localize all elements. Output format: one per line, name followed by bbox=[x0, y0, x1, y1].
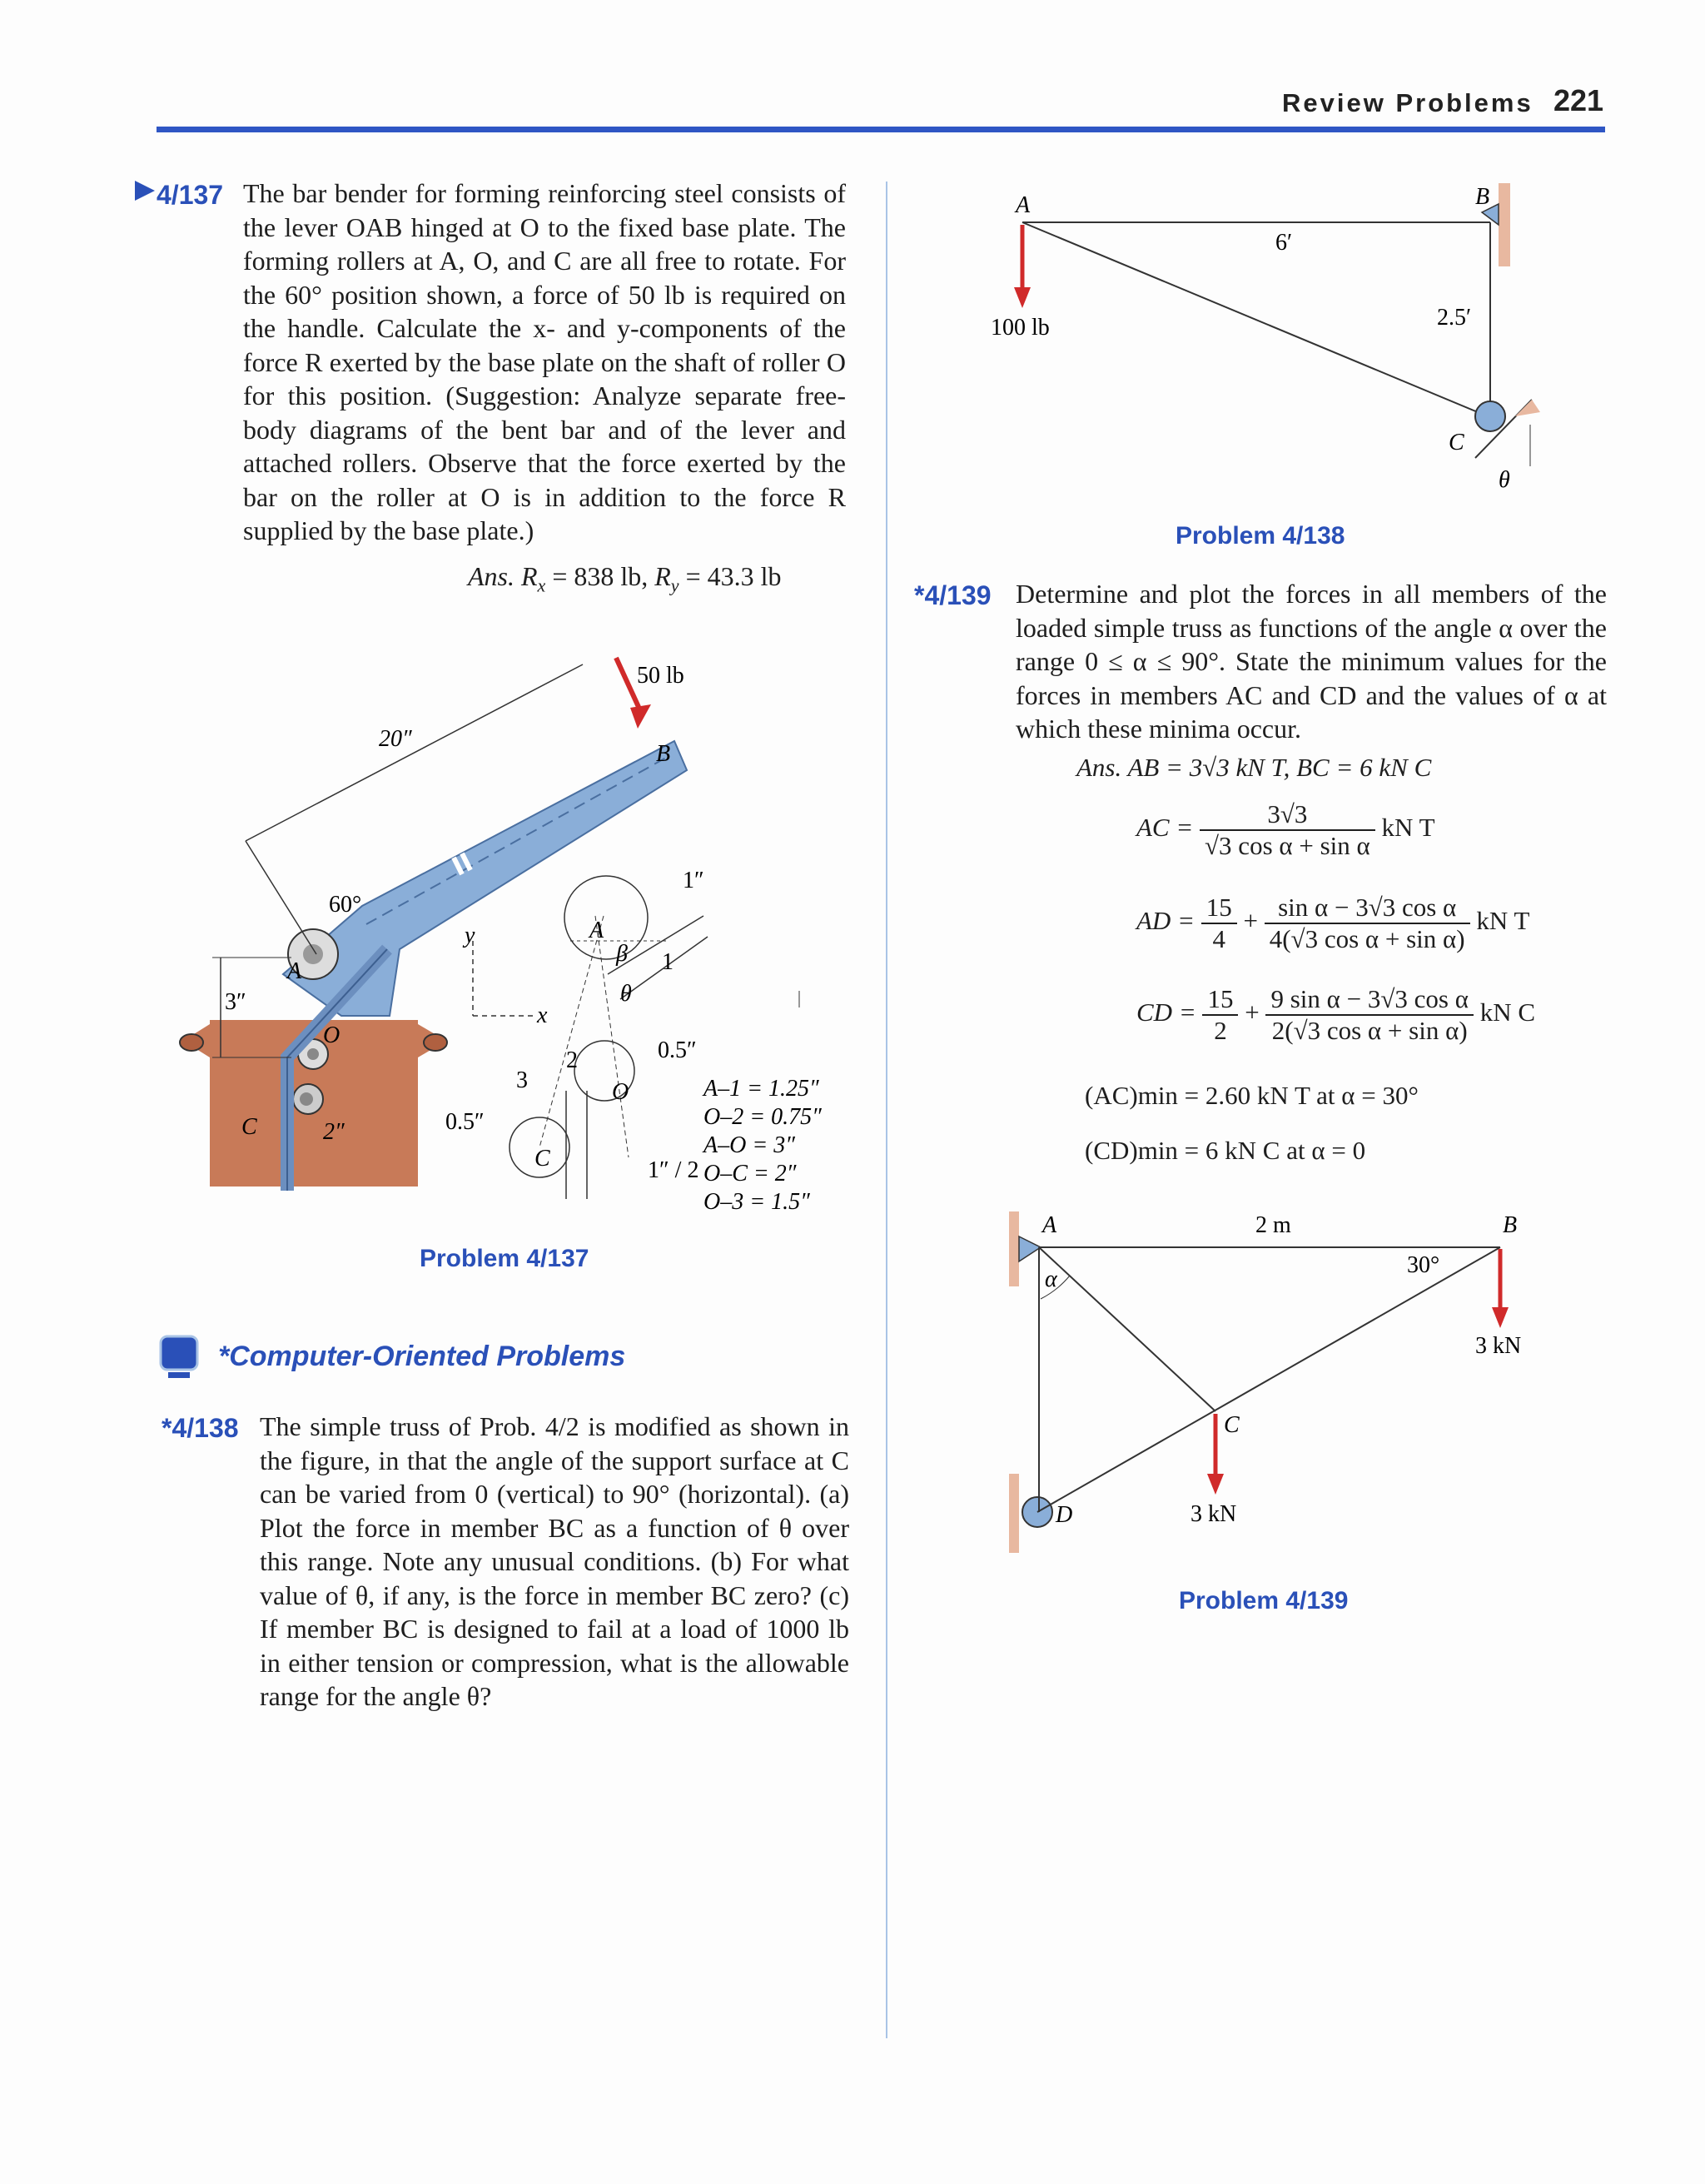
svg-text:α: α bbox=[1045, 1266, 1057, 1292]
page-number: 221 bbox=[1553, 83, 1604, 117]
svg-text:A: A bbox=[1042, 1212, 1057, 1238]
svg-text:O: O bbox=[612, 1079, 629, 1105]
truss-138-figure bbox=[966, 175, 1548, 508]
label-100lb: 100 lb bbox=[991, 315, 1050, 341]
label-angle: 60° bbox=[329, 892, 362, 918]
lever bbox=[283, 741, 687, 1016]
problem-138-text: The simple truss of Prob. 4/2 is modified as shown in the figure, in that the angle of the support surface at C can be varied from 0 (vertical) to 90° (horizontal). (a) Plot the force in member BC as a function of θ over this range. Note any unusual conditions. (b) For what value of θ, if any, is the force in member BC zero? (c) If member BC is designed to fail at a load of 1000 lb in either tension or compression, what is the allowable range for the angle θ? bbox=[260, 1411, 849, 1711]
label-load-b: 3 kN bbox=[1475, 1333, 1522, 1359]
eq-ac: AC = $\frac{3√3}{\text{√3 cos α + sin α}}$ kN T bbox=[1136, 799, 1435, 860]
label-2-5ft: 2.5′ bbox=[1437, 305, 1472, 331]
svg-text:C: C bbox=[241, 1114, 257, 1140]
dim-table-5: O–3 = 1.5″ bbox=[703, 1189, 810, 1215]
eq-cd: CD = $\frac{15}{2}$ + $\frac{\text{9 sin α − 3√3 cos α}}{\text{2(√3 cos α + sin α)}}$ kN C bbox=[1136, 984, 1536, 1045]
problem-138-number: *4/138 bbox=[162, 1413, 239, 1443]
svg-text:B: B bbox=[1475, 184, 1490, 210]
section-heading: *Computer-Oriented Problems bbox=[218, 1341, 626, 1372]
label-6ft: 6′ bbox=[1275, 230, 1293, 256]
problem-139-answer: Ans. AB = 3√3 kN T, BC = 6 kN C bbox=[1076, 753, 1432, 782]
eq-ad: AD = $\frac{15}{4}$ + $\frac{\text{sin α − 3√3 cos α}}{\text{4(√3 cos α + sin α)}}$ kN T bbox=[1136, 893, 1530, 953]
svg-text:C: C bbox=[534, 1146, 550, 1172]
min-cd: (CD)min = 6 kN C at α = 0 bbox=[1085, 1136, 1366, 1165]
problem-137-text: The bar bender for forming reinforcing steel consists of the lever OAB hinged at O to the fixed base plate. The forming rollers at A, O, and C are all free to rotate. For the 60° position shown, a force of 50 lb is required on the handle. Calculate the x- and y-components of the force R exerted by the base plate on the shaft of roller O for this position. (Suggestion: Analyze separate free-body diagrams of the bent bar and of the lever and attached rollers. Observe that the force exerted by the bar on the roller at O is in addition to the force R supplied by the base plate.) bbox=[243, 178, 846, 545]
dim-table-3: A–O = 3″ bbox=[703, 1132, 795, 1158]
svg-text:O: O bbox=[323, 1022, 341, 1048]
dim-table-1: A–1 = 1.25″ bbox=[703, 1076, 819, 1102]
problem-137-answer: Ans. $R_x = 838$ lb, $R_y = 43.3$ lb bbox=[468, 561, 782, 596]
svg-text:θ: θ bbox=[1499, 467, 1510, 493]
bar-bender-figure bbox=[167, 624, 866, 1232]
label-05b: 0.5″ bbox=[445, 1109, 485, 1135]
label-1in: 1″ bbox=[683, 868, 704, 893]
truss-139-figure bbox=[999, 1199, 1565, 1557]
caption-139: Problem 4/139 bbox=[1179, 1587, 1349, 1614]
svg-text:C: C bbox=[1224, 1412, 1240, 1438]
label-3in: 3″ bbox=[225, 989, 246, 1015]
label-2in: 2″ bbox=[323, 1119, 345, 1145]
problem-139-number: *4/139 bbox=[914, 580, 992, 610]
svg-text:2: 2 bbox=[566, 1047, 578, 1073]
svg-text:3: 3 bbox=[516, 1067, 528, 1093]
caption-137: Problem 4/137 bbox=[420, 1245, 589, 1272]
svg-text:y: y bbox=[465, 923, 475, 948]
svg-text:θ: θ bbox=[620, 981, 632, 1007]
svg-text:D: D bbox=[1056, 1502, 1073, 1528]
svg-text:A: A bbox=[1016, 192, 1031, 218]
label-force: 50 lb bbox=[637, 663, 684, 689]
svg-text:β: β bbox=[616, 941, 628, 967]
svg-text:B: B bbox=[1503, 1212, 1518, 1238]
min-ac: (AC)min = 2.60 kN T at α = 30° bbox=[1085, 1081, 1419, 1110]
svg-text:C: C bbox=[1449, 430, 1464, 455]
problem-139-text: Determine and plot the forces in all members of the loaded simple truss as functions of the angle α over the range 0 ≤ α ≤ 90°. State the minimum values for the forces in members AC and CD and the values of α at which these minima occur. bbox=[1016, 579, 1607, 744]
column-divider bbox=[886, 182, 887, 2038]
problem-137-number: 4/137 bbox=[157, 180, 224, 210]
label-half: 1″ / 2 bbox=[648, 1157, 699, 1183]
dim-table-2: O–2 = 0.75″ bbox=[703, 1104, 822, 1130]
svg-text:B: B bbox=[656, 741, 671, 767]
running-head: Review Problems bbox=[1282, 88, 1534, 117]
computer-icon bbox=[158, 1334, 200, 1385]
label-load-c: 3 kN bbox=[1191, 1501, 1237, 1527]
header-rule bbox=[157, 127, 1605, 132]
label-05a: 0.5″ bbox=[658, 1037, 697, 1063]
caption-138: Problem 4/138 bbox=[1176, 522, 1345, 550]
svg-text:x: x bbox=[537, 1002, 548, 1028]
dim-table-4: O–C = 2″ bbox=[703, 1161, 797, 1187]
svg-text:A: A bbox=[589, 918, 604, 943]
problem-marker-icon bbox=[133, 178, 157, 207]
label-2m: 2 m bbox=[1255, 1212, 1291, 1238]
svg-text:A: A bbox=[287, 958, 302, 984]
svg-text:1: 1 bbox=[662, 949, 674, 975]
label-30deg: 30° bbox=[1407, 1252, 1440, 1278]
label-20in: 20″ bbox=[379, 726, 412, 752]
